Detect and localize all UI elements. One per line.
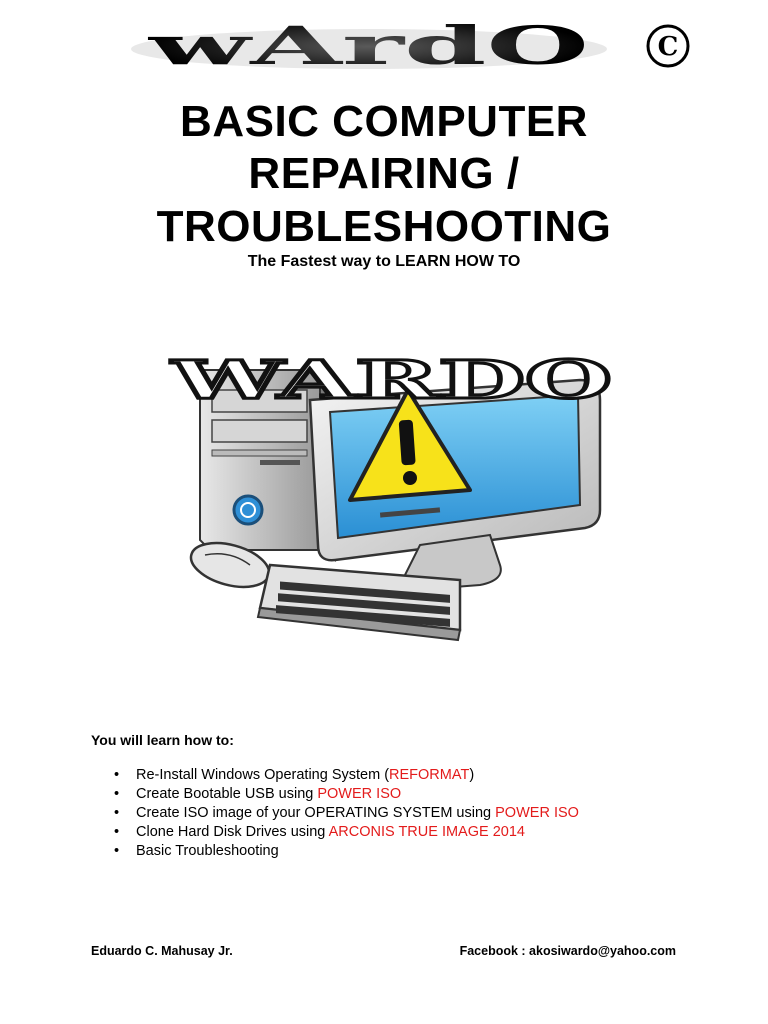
list-item: • Basic Troubleshooting xyxy=(114,843,279,859)
footer-contact: Facebook : akosiwardo@yahoo.com xyxy=(459,944,676,958)
subtitle: The Fastest way to LEARN HOW TO xyxy=(247,253,521,270)
learn-heading: You will learn how to: xyxy=(91,732,234,748)
footer-author: Eduardo C. Mahusay Jr. xyxy=(91,944,233,958)
list-item: • Create ISO image of your OPERATING SYSTEM using POWER ISO xyxy=(114,805,579,821)
title-line-3: TROUBLESHOOTING xyxy=(156,202,612,251)
learn-list xyxy=(112,766,579,861)
computer-warning-illustration xyxy=(160,340,624,660)
list-item: • Create Bootable USB using POWER ISO xyxy=(114,786,402,802)
logo-text: wArdO xyxy=(146,18,590,77)
list-item: • Clone Hard Disk Drives using ARCONIS TRUE IMAGE 2014 xyxy=(114,824,525,840)
title-line-2: REPAIRING / xyxy=(248,149,520,198)
svg-text:C: C xyxy=(657,32,679,62)
list-item: • Re-Install Windows Operating System (REFORMAT) xyxy=(114,767,475,783)
wardo-banner: WARDO xyxy=(170,350,612,411)
title-line-1: BASIC COMPUTER xyxy=(180,97,588,146)
copyright-badge xyxy=(644,18,692,70)
wardo-logo xyxy=(128,18,610,80)
